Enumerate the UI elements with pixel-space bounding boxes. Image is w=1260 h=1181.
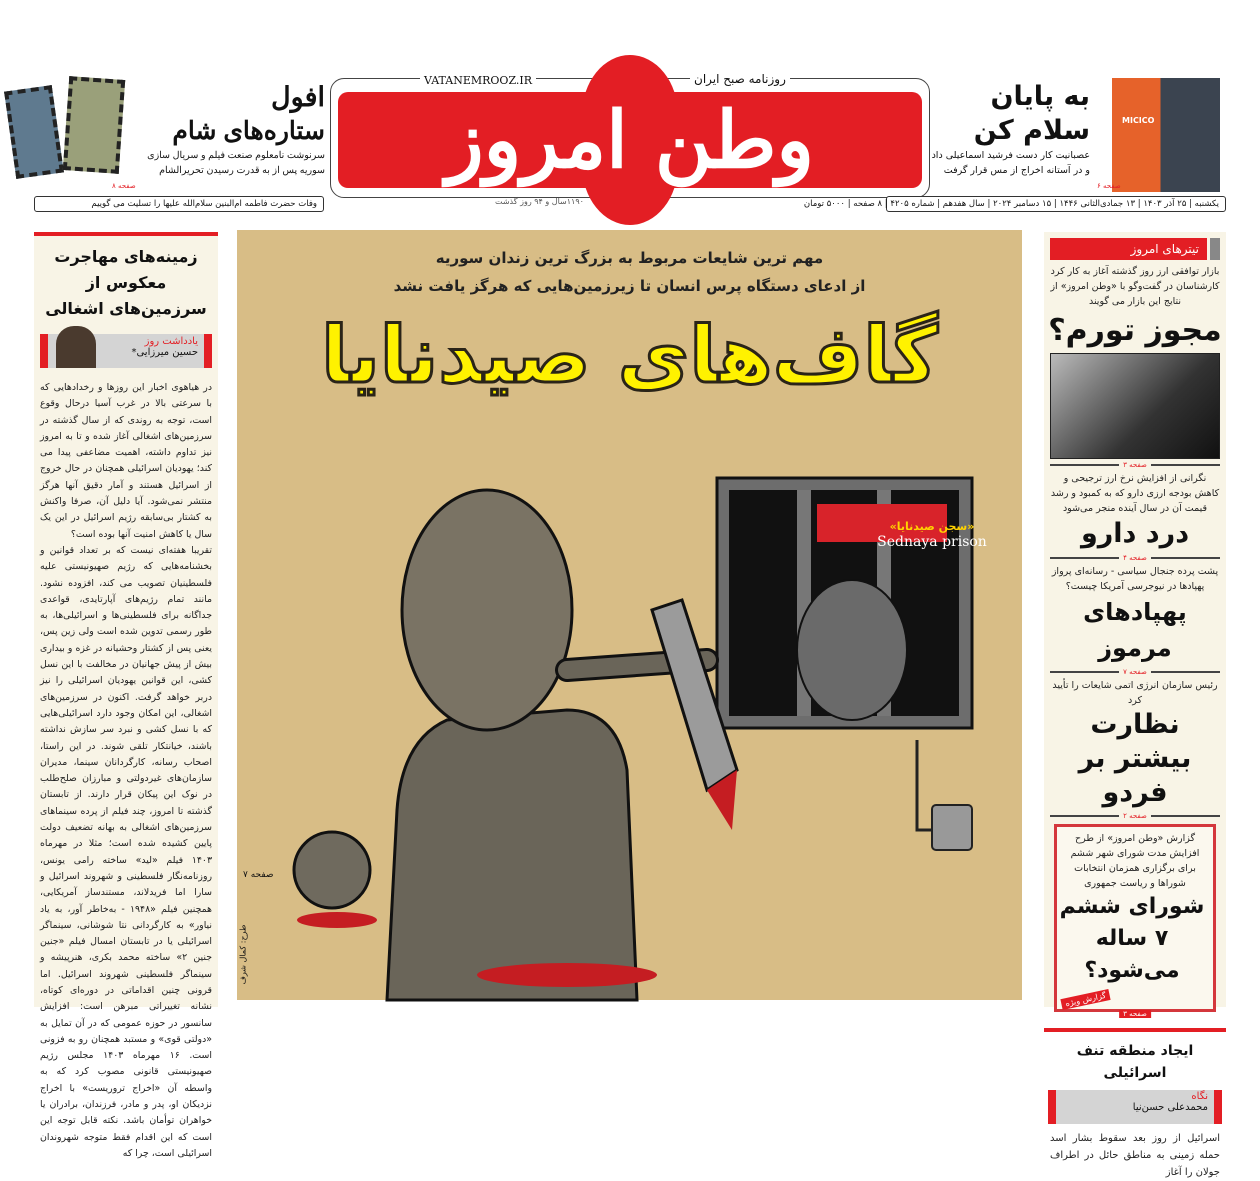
- author: حسین میرزایی*: [131, 347, 198, 358]
- item-title: مجوز تورم؟: [1048, 313, 1222, 348]
- special-report-box[interactable]: [1054, 824, 1216, 1018]
- teaser-title: سلام کن: [973, 115, 1090, 146]
- tagline: روزنامه صبح ایران: [690, 72, 790, 86]
- tv-caption-arabic: «سجن صيدنايا»: [889, 520, 975, 533]
- teaser-lead: سرنوشت نامعلوم صنعت فیلم و سریال سازی: [147, 150, 325, 161]
- figure-body: [387, 710, 637, 1000]
- football-photo: [1112, 78, 1220, 192]
- figure-head: [402, 490, 572, 730]
- headline-item[interactable]: [1044, 264, 1226, 471]
- page-ref: صفحه ۲: [1044, 810, 1226, 822]
- page-ref: صفحه ۶: [1097, 182, 1121, 190]
- author: محمدعلی حسن‌نیا: [1132, 1102, 1208, 1113]
- newspaper-logo: [338, 92, 922, 188]
- film-poster: [4, 85, 64, 179]
- page-ref: صفحه ۸: [112, 182, 136, 190]
- teaser-title: افول: [271, 82, 325, 112]
- surtitle: [237, 244, 1022, 300]
- surtitle-line: مهم ترین شایعات مربوط به بزرگ ترین زندان سوریه: [435, 249, 824, 267]
- item-lead: گزارش «وطن امروز» از طرح افزایش مدت شورای شهر ششم برای برگزاری همزمان انتخابات شوراها و ریاست جمهوری: [1070, 833, 1200, 889]
- kicker: یادداشت روز: [144, 336, 198, 347]
- age-counter: ۱۱۹۰سال و ۹۴ روز گذشت: [495, 197, 584, 206]
- column-body: اسرائیل از روز بعد سقوط بشار اسد حمله زمینی به مناطق حائل در اطراف جولان را آغاز: [1050, 1133, 1220, 1178]
- teaser-lead: سوریه پس از به قدرت رسیدن تحریرالشام: [159, 165, 325, 176]
- editorial-title[interactable]: زمینه‌های مهاجرت معکوس از سرزمین‌های اشغالی: [45, 247, 207, 318]
- teaser-title: ستاره‌های شام: [172, 117, 325, 145]
- main-cartoon: [237, 230, 1022, 1000]
- headline-item[interactable]: [1044, 564, 1226, 678]
- special-stamp: گزارش ویژه: [1060, 989, 1111, 1010]
- page-ref: صفحه ۷: [1044, 666, 1226, 678]
- teaser-lead: عصبانیت کار دست فرشید اسماعیلی داد: [931, 150, 1090, 161]
- cartoon-credit: طرح: کمال شرف: [238, 924, 248, 985]
- item-title: شورای ششم ۷ ساله می‌شود؟: [1059, 894, 1205, 983]
- editorial-paragraph: در هیاهوی اخبار این روزها و رخدادهایی که با سرعتی بالا در غرب آسیا درحال وقوع است، توجه به روندی که از سال گذشته در سرزمین‌های اشغالی آغاز شده و تا به امروز نیز تداوم داشته، اهمیت مضاعفی پیدا می کند؛ یهودیان اسرائیلی همچنان در حال خروج از اسرائیل هستند و آمار دقیق آنها هرگز منتشر نمی‌شود. آیا دلیل آن، صرفا واکنش به کشتار بی‌سابقه رژیم اسرائیل در این یک سال یا کاهش امنیت آنها بوده است؟: [40, 382, 212, 540]
- byline-box: [1048, 1090, 1222, 1124]
- main-headline[interactable]: گاف‌های صیدنایا: [321, 311, 938, 401]
- jersey-text: MICICO: [1122, 116, 1155, 125]
- teaser-lead: و در آستانه اخراج از مس قرار گرفت: [943, 165, 1090, 176]
- condolence: وفات حضرت فاطمه ام‌البنین سلام‌الله علیها را تسلیت می گوییم: [34, 196, 324, 212]
- item-title: پهپادهای مرموز: [1083, 598, 1187, 662]
- teaser-sport[interactable]: [930, 80, 1090, 178]
- film-poster: [63, 76, 125, 174]
- headlines-sidebar: [1044, 232, 1226, 1178]
- teaser-title: به پایان: [990, 81, 1090, 112]
- item-title: درد دارو: [1080, 518, 1190, 549]
- page-ref: صفحه ۷: [243, 870, 274, 880]
- surtitle-line: از ادعای دستگاه پرس انسان تا زیرزمین‌هایی که هرگز یافت نشد: [393, 277, 866, 295]
- page-ref: صفحه ۳: [1119, 1010, 1151, 1018]
- news-photo: [1050, 353, 1220, 459]
- page-ref: صفحه ۴: [1044, 552, 1226, 564]
- editorial-paragraph: تقریبا هفته‌ای نیست که بر تعداد قوانین و بخشنامه‌هایی که رژیم صهیونیستی علیه فلسطینیان تصویب می کند، افزوده نشود. مانند تمام رژیم‌های آپارتایدی، قواعدی جداگانه برای فلسطینی‌ها و اسرائیلی‌ها، به طور رسمی تدوین شده است ولی زین پس، یعنی پس از کشتار وحشیانه در غزه و بیداری بیش از پیش جهانیان در مخالفت با این نسل کشی، این قوانین یهودیان اسرائیلی را نیز دربر خواهد گرفت. اکنون در سرزمین‌های اشغالی، این امکان وجود دارد اسرائیلی‌هایی که با نسل کشی و نبرد سر سازش نداشته باشند، خیانتکار تلقی شوند. در این راستا، اصحاب رسانه، کارگردانان سینما، مدیران سازمان‌های غیردولتی و مبارزان صلح‌طلب در نوک این پیکان قرار دارند. از تابستان گذشته تا امروز، چند فیلم از پرده سینماهای سرزمین‌های اشغالی به بهانه تضعیف دولت پایین کشیده شده است؛ مثلا در مهرماه ۱۴۰۳ فیلم «لید» ساخته رامی یونس، روزنامه‌نگار فلسطینی و شهروند اسرائیل و سارا اما فریدلاند، مستندساز آمریکایی، همچنین فیلم «۱۹۴۸ - به‌خاطر آور، به یاد نیاور» به کارگردانی نتا شوشانی، سینماگر اسرائیلی یا در تابستان امسال فیلم «جنین جنین ۲» ساخته محمد بکری، هنرپیشه و سینماگر فلسطینی شهروند اسرائیل. اما قرونی چنین اقداماتی در دوره‌ای کوتاه، نشانه تغییراتی مبرهن است: افزایش سانسور در حوزه عمومی که در آن تمایل به «دولتی قوی» و مستبد همچنان رو به فزونی است. ۱۶ مهرماه ۱۴۰۳ مجلس رژیم صهیونیستی قانونی مصوب کرد که به واسطه آن «اخراج تروریست» با اخراج نزدیکان او، پدر و مادر، فرزندان، برادران یا خواهران توأمان باشد. نکته قابل توجه این است که این اقدام فقط متوجه شهروندان اسرائیلی است، چرا که: [40, 544, 213, 1159]
- headline-item[interactable]: [1044, 678, 1226, 822]
- sidebar-header-label: تیترهای امروز: [1050, 238, 1207, 260]
- kicker: نگاه: [1191, 1091, 1208, 1102]
- item-lead: پشت پرده جنجال سیاسی - رسانه‌ای پرواز پهپادها در نیوجرسی آمریکا چیست؟: [1051, 566, 1219, 592]
- byline-box: [40, 334, 212, 368]
- sidebar-header: [1050, 238, 1220, 260]
- logo-text: وطن امروز: [445, 94, 815, 186]
- headline-item[interactable]: [1044, 471, 1226, 564]
- page-ref: صفحه ۳: [1044, 459, 1226, 471]
- power-socket: [932, 805, 972, 850]
- item-title: نظارت بیشتر بر فردو: [1078, 709, 1192, 808]
- column-title: ایجاد منطقه تنف اسرائیلی: [1076, 1043, 1194, 1081]
- website[interactable]: VATANEMROOZ.IR: [420, 74, 536, 87]
- prisoner: [797, 580, 907, 720]
- severed-head: [294, 832, 370, 908]
- author-photo: [56, 326, 96, 368]
- item-lead: نگرانی از افزایش نرخ ارز ترجیحی و کاهش بودجه ارزی دارو که به کمبود و رشد قیمت آن در سال آینده منجر می‌شود: [1050, 473, 1220, 514]
- cartoon-illustration: [237, 410, 1022, 1000]
- teaser-cinema[interactable]: [135, 80, 325, 178]
- analysis-column[interactable]: [1044, 1028, 1226, 1181]
- item-lead: رئیس سازمان انرژی اتمی شایعات را تأیید کرد: [1052, 680, 1218, 706]
- blood-pool: [477, 963, 657, 987]
- dateline: یکشنبه | ۲۵ آذر ۱۴۰۳ | ۱۳ جمادی‌الثانی ۱۴۴۶ | ۱۵ دسامبر ۲۰۲۴ | سال هفدهم | شماره ۴۲۰۵ | ۸ صفحه | ۵۰۰۰ تومان: [886, 196, 1226, 212]
- tv-caption-english: Sednaya prison: [877, 534, 987, 550]
- editorial-column: [34, 232, 218, 1159]
- item-lead: بازار توافقی ارز روز گذشته آغاز به کار کرد کارشناسان در گفت‌وگو با «وطن امروز» از نتایج این بازار می گویند: [1050, 266, 1220, 307]
